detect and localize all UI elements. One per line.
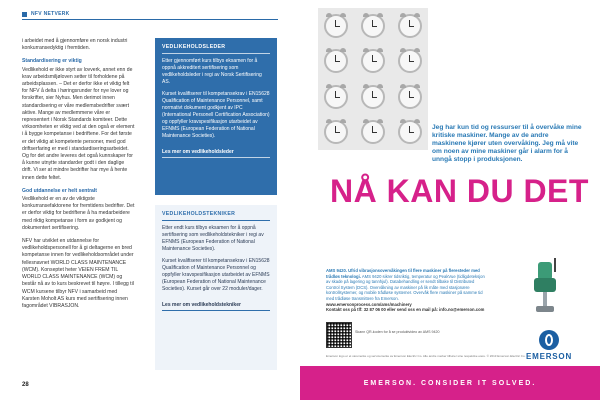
course-box-technician bbox=[155, 205, 277, 370]
course-box-technician-body bbox=[155, 221, 277, 293]
wireless-transmitter-image bbox=[526, 262, 566, 318]
ad-footer-bar bbox=[300, 366, 600, 400]
ad-quote: Jeg har kun tid og ressurser til å overvåke mine kritiske maskiner. Mange av de andre maskinene kjører uten overvåking. Jeg må vite om noen av mine maskiner går i alarm for å unngå stopp i produksjonen. bbox=[432, 124, 582, 163]
course-paragraph: Kurset kvalifiserer til kompetansekrav i EN15628 Qualification of Maintenance Personnel og oppfyller kravspesifikasjon utarbeidet av EFNMS (European Federation of National Maintenance Societies). Kurset går over 22 moduler/dager. bbox=[162, 258, 270, 292]
ad-headline: NÅ KAN DU DET bbox=[330, 173, 589, 209]
divider bbox=[162, 157, 270, 158]
section-header bbox=[22, 11, 70, 17]
article-column bbox=[22, 38, 135, 316]
article-paragraph: Vedlikehold er ikke styrt av lovverk, annet enn de krav arbeidsmiljøloven setter til forholdene på arbeidsplassen. – Det er derfor ikke et viktig felt for NFV å delta i høringsrunder for nye lover og forskrifter, sier Nyhus. Men derimot innen standardisering er våre medlemsbedrifter svært aktive. Mange av medlemmene våre er representert i Norsk Standards komiteer. Dette virksomheten er viktig ved at den også er element i å bygge kompetanse i bedriftene. For det første er det viktig at kompetente personer, med god driftserfaring er med i standardiseringsarbeidet. Og for det andre leveres det også kunnskaper for å kunne utnytte standarder godt i den daglige drift. Vi ser at mindre bedrifter har mye å hente innen dette feltet. bbox=[22, 66, 135, 181]
header-square-icon bbox=[22, 12, 27, 17]
alarm-clock-icon bbox=[398, 14, 422, 38]
course-box-technician-title: VEDLIKEHOLDSTEKNIKER bbox=[162, 211, 236, 217]
leader-read-more-link[interactable]: Les mer om vedlikeholdsleder bbox=[162, 149, 234, 155]
course-box-leader-body bbox=[155, 54, 277, 140]
alarm-clock-icon bbox=[361, 85, 385, 109]
ad-body bbox=[326, 268, 488, 313]
ad-disclaimer: Emerson logo er et varemerke og servicemerke av Emerson Electric Co. Alle andre merker tilhører sine respektive eiere. © 2013 Emerson Electric Co. bbox=[326, 354, 526, 358]
article-paragraph: NFV har utviklet en utdannelse for vedlikeholdspersonell for å gi deltagerne en bred kompetanse innen for vedlikeholdsområdet under fellesnavnet WORLD CLASS MAINTENANCE (WCM). Konseptet heter VEIEN FREM TIL WORLD CLASS MAINTENANCE (WCM) og består nå av to kurs beskrevet til høyre. I tillegg til WCM kursene tilbyr NFV i samarbeid med Karsten Moholt AS kurs med sertifisering innen fagområdet VIBRASJON. bbox=[22, 238, 134, 309]
alarm-clock-icon bbox=[324, 14, 348, 38]
article-heading-standardization: Standardisering er viktig bbox=[22, 58, 82, 65]
emerson-logo-icon bbox=[539, 330, 559, 350]
course-box-leader-title: VEDLIKEHOLDSLEDER bbox=[162, 44, 226, 50]
alarm-clock-icon bbox=[398, 49, 422, 73]
alarm-clocks-image bbox=[318, 8, 428, 150]
qr-code-icon[interactable] bbox=[326, 322, 352, 348]
alarm-clock-icon bbox=[361, 49, 385, 73]
alarm-clock-icon bbox=[361, 120, 385, 144]
emerson-logo-text: EMERSON bbox=[525, 352, 573, 361]
alarm-clock-icon bbox=[361, 14, 385, 38]
header-divider bbox=[22, 19, 278, 20]
course-box-leader bbox=[155, 38, 277, 195]
course-paragraph: Etter endt kurs tilbys eksamen for å oppnå sertifisering som vedlikeholdstekniker i regi av EFNMS (European Federation of National Maintenance Societies). bbox=[162, 225, 264, 252]
alarm-clock-icon bbox=[324, 85, 348, 109]
ad-tagline: EMERSON. CONSIDER IT SOLVED. bbox=[363, 379, 537, 387]
alarm-clock-icon bbox=[398, 85, 422, 109]
alarm-clock-icon bbox=[324, 120, 348, 144]
ad-contact: Kontakt oss på tlf: 32 87 06 00 eller send oss en mail på: info.no@emerson.com bbox=[326, 307, 485, 313]
ad-website-link[interactable]: www.emersonprocess.com/ams/machinery bbox=[326, 301, 412, 307]
divider bbox=[162, 310, 270, 311]
alarm-clock-icon bbox=[324, 49, 348, 73]
ad-body-lead: AMS 9420. Ufrid vibrasjonsovervåkingen til flere maskiner på fleresteder med trådløs teknologi. bbox=[326, 268, 480, 279]
technician-read-more-link[interactable]: Les mer om vedlikeholdstekniker bbox=[162, 302, 241, 308]
section-header-label: NFV NETVERK bbox=[31, 11, 70, 17]
article-paragraph: Vedlikehold er en av de viktigste konkurransefaktorene for fremtidens bedrifter. Det er derfor viktig for bedriftene å ha medarbeidere med riktig kompetanse i form av godkjent og dokumentert sertifisering. bbox=[22, 196, 135, 231]
page-number: 28 bbox=[22, 382, 29, 388]
article-intro: i arbeidet med å gjennomføre en norsk industri konkurransedyktig i fremtiden. bbox=[22, 38, 128, 52]
qr-caption: Skann QR-koden for å se produktvideo av AMS 9420 bbox=[355, 330, 440, 334]
course-paragraph: Kurset kvalifiserer til kompetansekrav i EN15628 Qualification of Maintenance Personnel, samt normativt dokument godkjent av IPC (International Personell Certification Association) og oppfyller kravspesifikasjon utarbeidet av EFNMS (European Federation of National Maintenance Societies). bbox=[162, 91, 270, 139]
ad-body-text: AMS 9420 sikrer tidsriktig, temperatur og PeakVue (tidligdeteksjon av skade på lagering og tannhjul). Databehandling er sendt tilbake til Distributed Control System (DCS). Overvåkning av maskiner på lik måte med stasjonære kontrollsystemer, og mobile trådløse systemer. Overvåk flere maskiner på samme tid med trådløse transmittere fra Emerson. bbox=[326, 273, 485, 301]
course-paragraph: Etter gjennomført kurs tilbys eksamen for å oppnå akkreditert sertifisering som vedlikeholdsleder i regi av Norsk Sertifisering AS. bbox=[162, 58, 262, 85]
article-heading-education: God utdannelse er helt sentralt bbox=[22, 187, 98, 194]
emerson-advertisement bbox=[300, 0, 600, 400]
alarm-clock-icon bbox=[398, 120, 422, 144]
